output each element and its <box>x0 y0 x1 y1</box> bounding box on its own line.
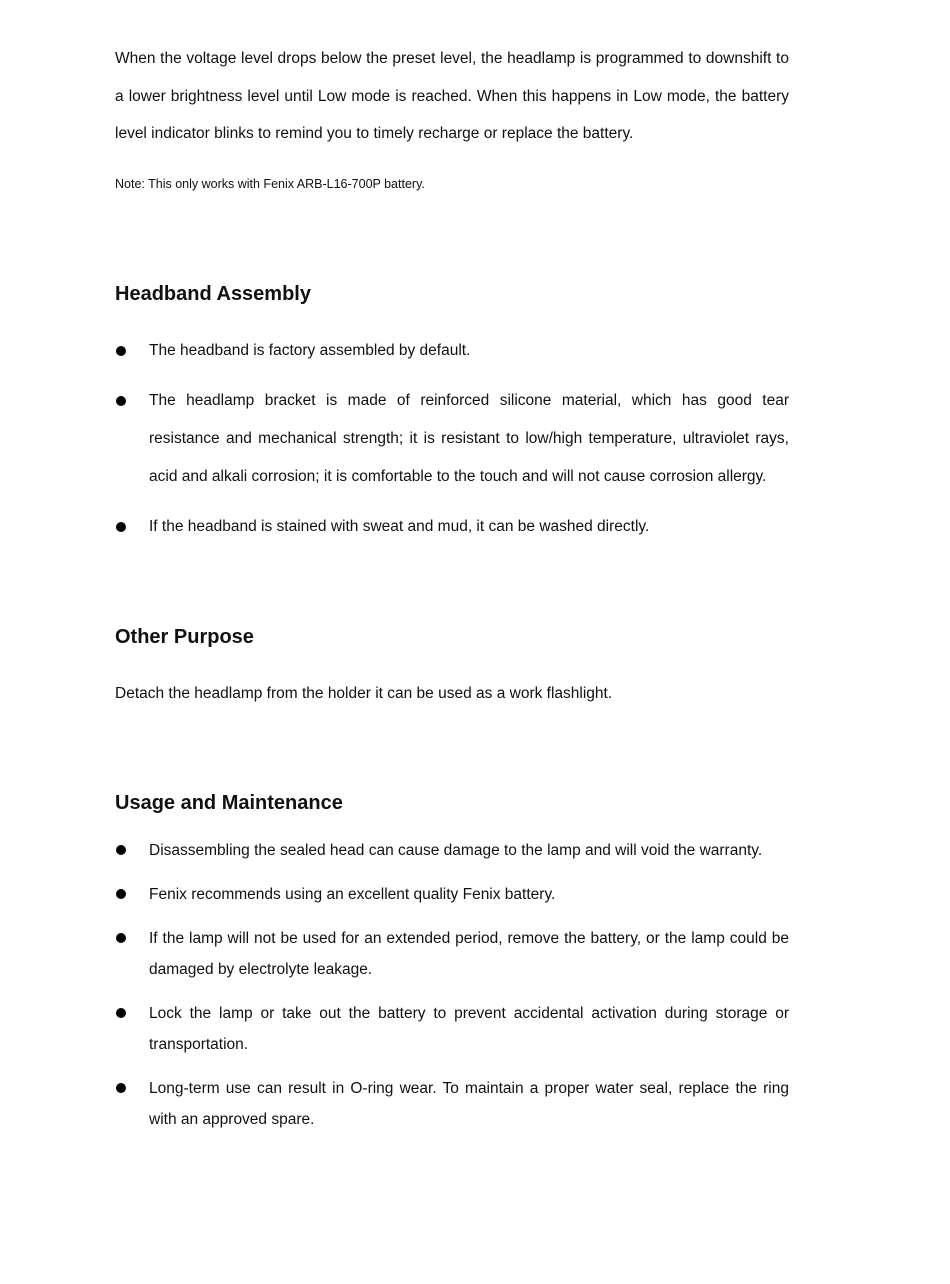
bullet-icon <box>116 346 126 356</box>
list-item <box>115 508 789 546</box>
list-item-text: Long-term use can result in O-ring wear. To maintain a proper water seal, replace the ring with an approved spare. <box>149 1080 789 1128</box>
bullet-icon <box>116 1083 126 1093</box>
intro-paragraph: When the voltage level drops below the preset level, the headlamp is programmed to downshift to a lower brightness level until Low mode is reached. When this happens in Low mode, the battery level indicator blinks to remind you to timely recharge or replace the battery. <box>115 50 789 142</box>
list-item <box>115 923 789 985</box>
headband-assembly-heading: Headband Assembly <box>115 283 311 305</box>
usage-list <box>115 835 789 1148</box>
bullet-icon <box>116 889 126 899</box>
bullet-icon <box>116 396 126 406</box>
bullet-icon <box>116 522 126 532</box>
headband-list <box>115 332 789 558</box>
list-item-text: Lock the lamp or take out the battery to prevent accidental activation during storage or transportation. <box>149 1005 789 1053</box>
list-item <box>115 332 789 370</box>
list-item-text: If the lamp will not be used for an extended period, remove the battery, or the lamp could be damaged by electrolyte leakage. <box>149 930 789 978</box>
bullet-icon <box>116 845 126 855</box>
usage-maintenance-heading: Usage and Maintenance <box>115 792 343 814</box>
other-purpose-heading: Other Purpose <box>115 626 254 648</box>
battery-note: Note: This only works with Fenix ARB-L16-700P battery. <box>115 177 425 191</box>
list-item <box>115 835 789 866</box>
bullet-icon <box>116 1008 126 1018</box>
list-item-text: If the headband is stained with sweat and mud, it can be washed directly. <box>149 518 650 535</box>
list-item <box>115 382 789 496</box>
list-item <box>115 1073 789 1135</box>
list-item-text: The headband is factory assembled by default. <box>149 342 471 359</box>
list-item-text: Fenix recommends using an excellent quality Fenix battery. <box>149 886 556 903</box>
list-item <box>115 998 789 1060</box>
other-purpose-text: Detach the headlamp from the holder it can be used as a work flashlight. <box>115 685 613 702</box>
list-item-text: Disassembling the sealed head can cause damage to the lamp and will void the warranty. <box>149 842 763 859</box>
list-item <box>115 879 789 910</box>
bullet-icon <box>116 933 126 943</box>
list-item-text: The headlamp bracket is made of reinforced silicone material, which has good tear resistance and mechanical strength; it is resistant to low/high temperature, ultraviolet rays, acid and alkali corrosion; it is comfortable to the touch and will not cause corrosion allergy. <box>149 392 789 485</box>
